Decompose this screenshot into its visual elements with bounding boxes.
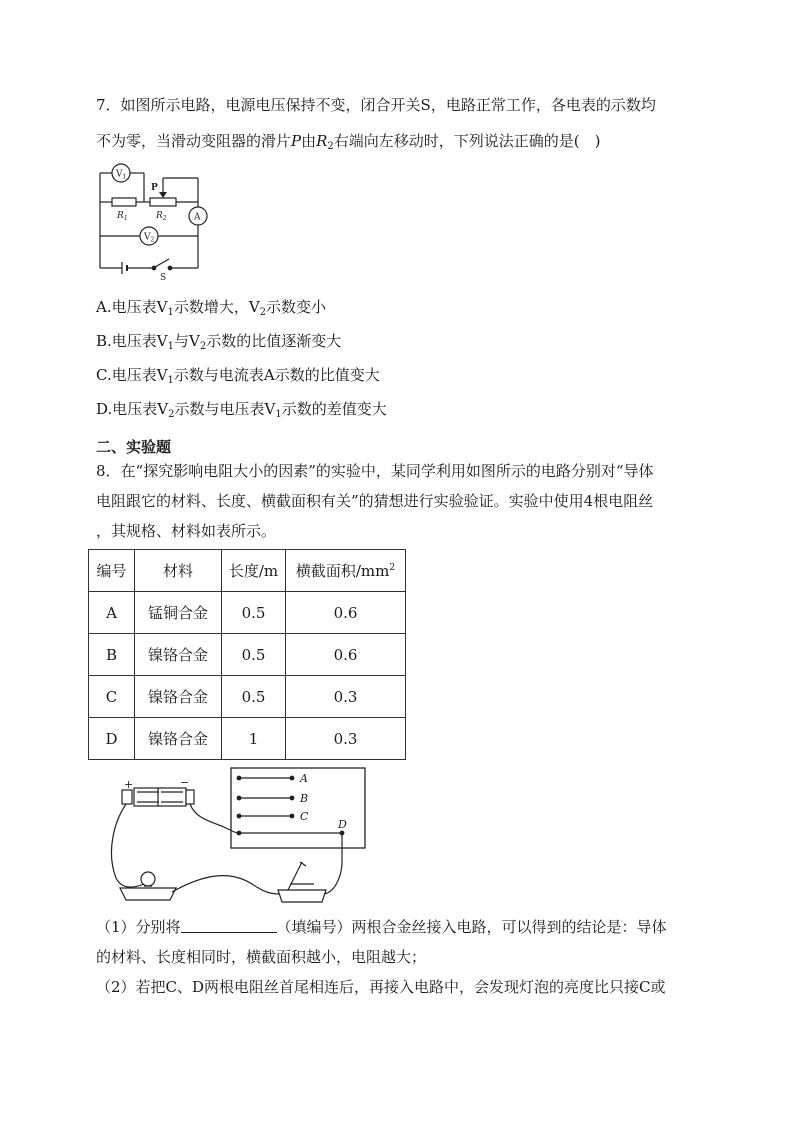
table-cell: 0.5 <box>222 634 286 676</box>
table-header-cell: 长度/m <box>222 550 286 592</box>
table-header-cell: 编号 <box>89 550 135 592</box>
svg-text:A: A <box>300 772 308 785</box>
table-cell: 0.6 <box>286 634 406 676</box>
rheostat-r2-icon <box>150 198 176 206</box>
switch-icon <box>155 259 169 267</box>
q8-sub2-line1: （2）若把C、D两根电阻丝首尾相连后，再接入电路中，会发现灯泡的亮度比只接C或 <box>96 978 666 996</box>
experiment-circuit-figure <box>100 766 370 914</box>
svg-text:R2: $R_2$ <box>156 211 167 222</box>
q7-stem-line1: 7．如图所示电路，电源电压保持不变，闭合开关S，电路正常工作，各电表的示数均 <box>96 96 656 114</box>
q8-stem-line2: 电阻跟它的材料、长度、横截面积有关”的猜想进行实验验证。实验中使用4根电阻丝 <box>96 492 654 510</box>
svg-text:−: − <box>180 776 190 789</box>
q7-stem-line2: 不为零，当滑动变阻器的滑片P由$R_2$右端向左移动时，下列说法正确的是( ) <box>96 132 601 152</box>
table-cell: 0.5 <box>222 676 286 718</box>
table-header-cell: 材料 <box>135 550 222 592</box>
resistor-spec-table <box>88 549 406 760</box>
q8-sub1-line2: 的材料、长度相同时，横截面积越小，电阻越大； <box>96 948 427 966</box>
table-cell: B <box>89 634 135 676</box>
table-cell: 镍铬合金 <box>135 718 222 760</box>
table-cell: 镍铬合金 <box>135 676 222 718</box>
q7-option-d: D.电压表$V_2$示数与电压表$V_1$示数的差值变大 <box>96 400 387 420</box>
table-cell: C <box>89 676 135 718</box>
svg-text:V1: $V_1$ <box>116 169 127 181</box>
wire-board <box>231 768 365 848</box>
table-cell: 0.6 <box>286 592 406 634</box>
table-cell: 锰铜合金 <box>135 592 222 634</box>
svg-text:D: D <box>338 818 347 831</box>
table-cell: D <box>89 718 135 760</box>
svg-text:P: P <box>151 183 158 193</box>
svg-text:S: S <box>160 273 167 282</box>
table-cell: 0.3 <box>286 676 406 718</box>
q7-option-c: C.电压表$V_1$示数与电流表A示数的比值变大 <box>96 366 380 386</box>
svg-text:R1: $R_1$ <box>117 211 128 222</box>
resistor-r1-icon <box>112 198 136 206</box>
q8-sub1-line1: （1）分别将 （填编号）两根合金丝接入电路，可以得到的结论是：导体 <box>96 918 667 936</box>
q7-circuit-diagram <box>94 158 212 282</box>
table-header-row <box>89 550 406 592</box>
svg-text:V2: $V_2$ <box>144 232 155 244</box>
answer-blank[interactable] <box>181 918 277 933</box>
svg-text:+: + <box>124 778 134 791</box>
light-bulb-icon <box>141 872 155 886</box>
q8-stem-line3: ，其规格、材料如表所示。 <box>96 522 277 540</box>
knife-switch-icon <box>278 890 326 902</box>
table-cell: 0.5 <box>222 592 286 634</box>
table-row <box>89 718 406 760</box>
section-title: 二、实验题 <box>96 438 172 456</box>
svg-text:A: A <box>194 212 201 223</box>
q7-option-b: B.电压表$V_1$与$V_2$示数的比值逐渐变大 <box>96 332 342 352</box>
table-cell: 0.3 <box>286 718 406 760</box>
table-row <box>89 634 406 676</box>
q7-option-a: A.电压表$V_1$示数增大，$V_2$示数变小 <box>96 298 327 318</box>
svg-text:B: B <box>300 792 309 805</box>
table-row <box>89 592 406 634</box>
table-header-cell: 横截面积$/mm^2$ <box>286 550 406 592</box>
table-cell: A <box>89 592 135 634</box>
table-cell: 1 <box>222 718 286 760</box>
svg-text:C: C <box>300 810 309 823</box>
q8-stem-line1: 8．在“探究影响电阻大小的因素”的实验中，某同学利用如图所示的电路分别对“导体 <box>96 462 654 480</box>
table-cell: 镍铬合金 <box>135 634 222 676</box>
table-row <box>89 676 406 718</box>
